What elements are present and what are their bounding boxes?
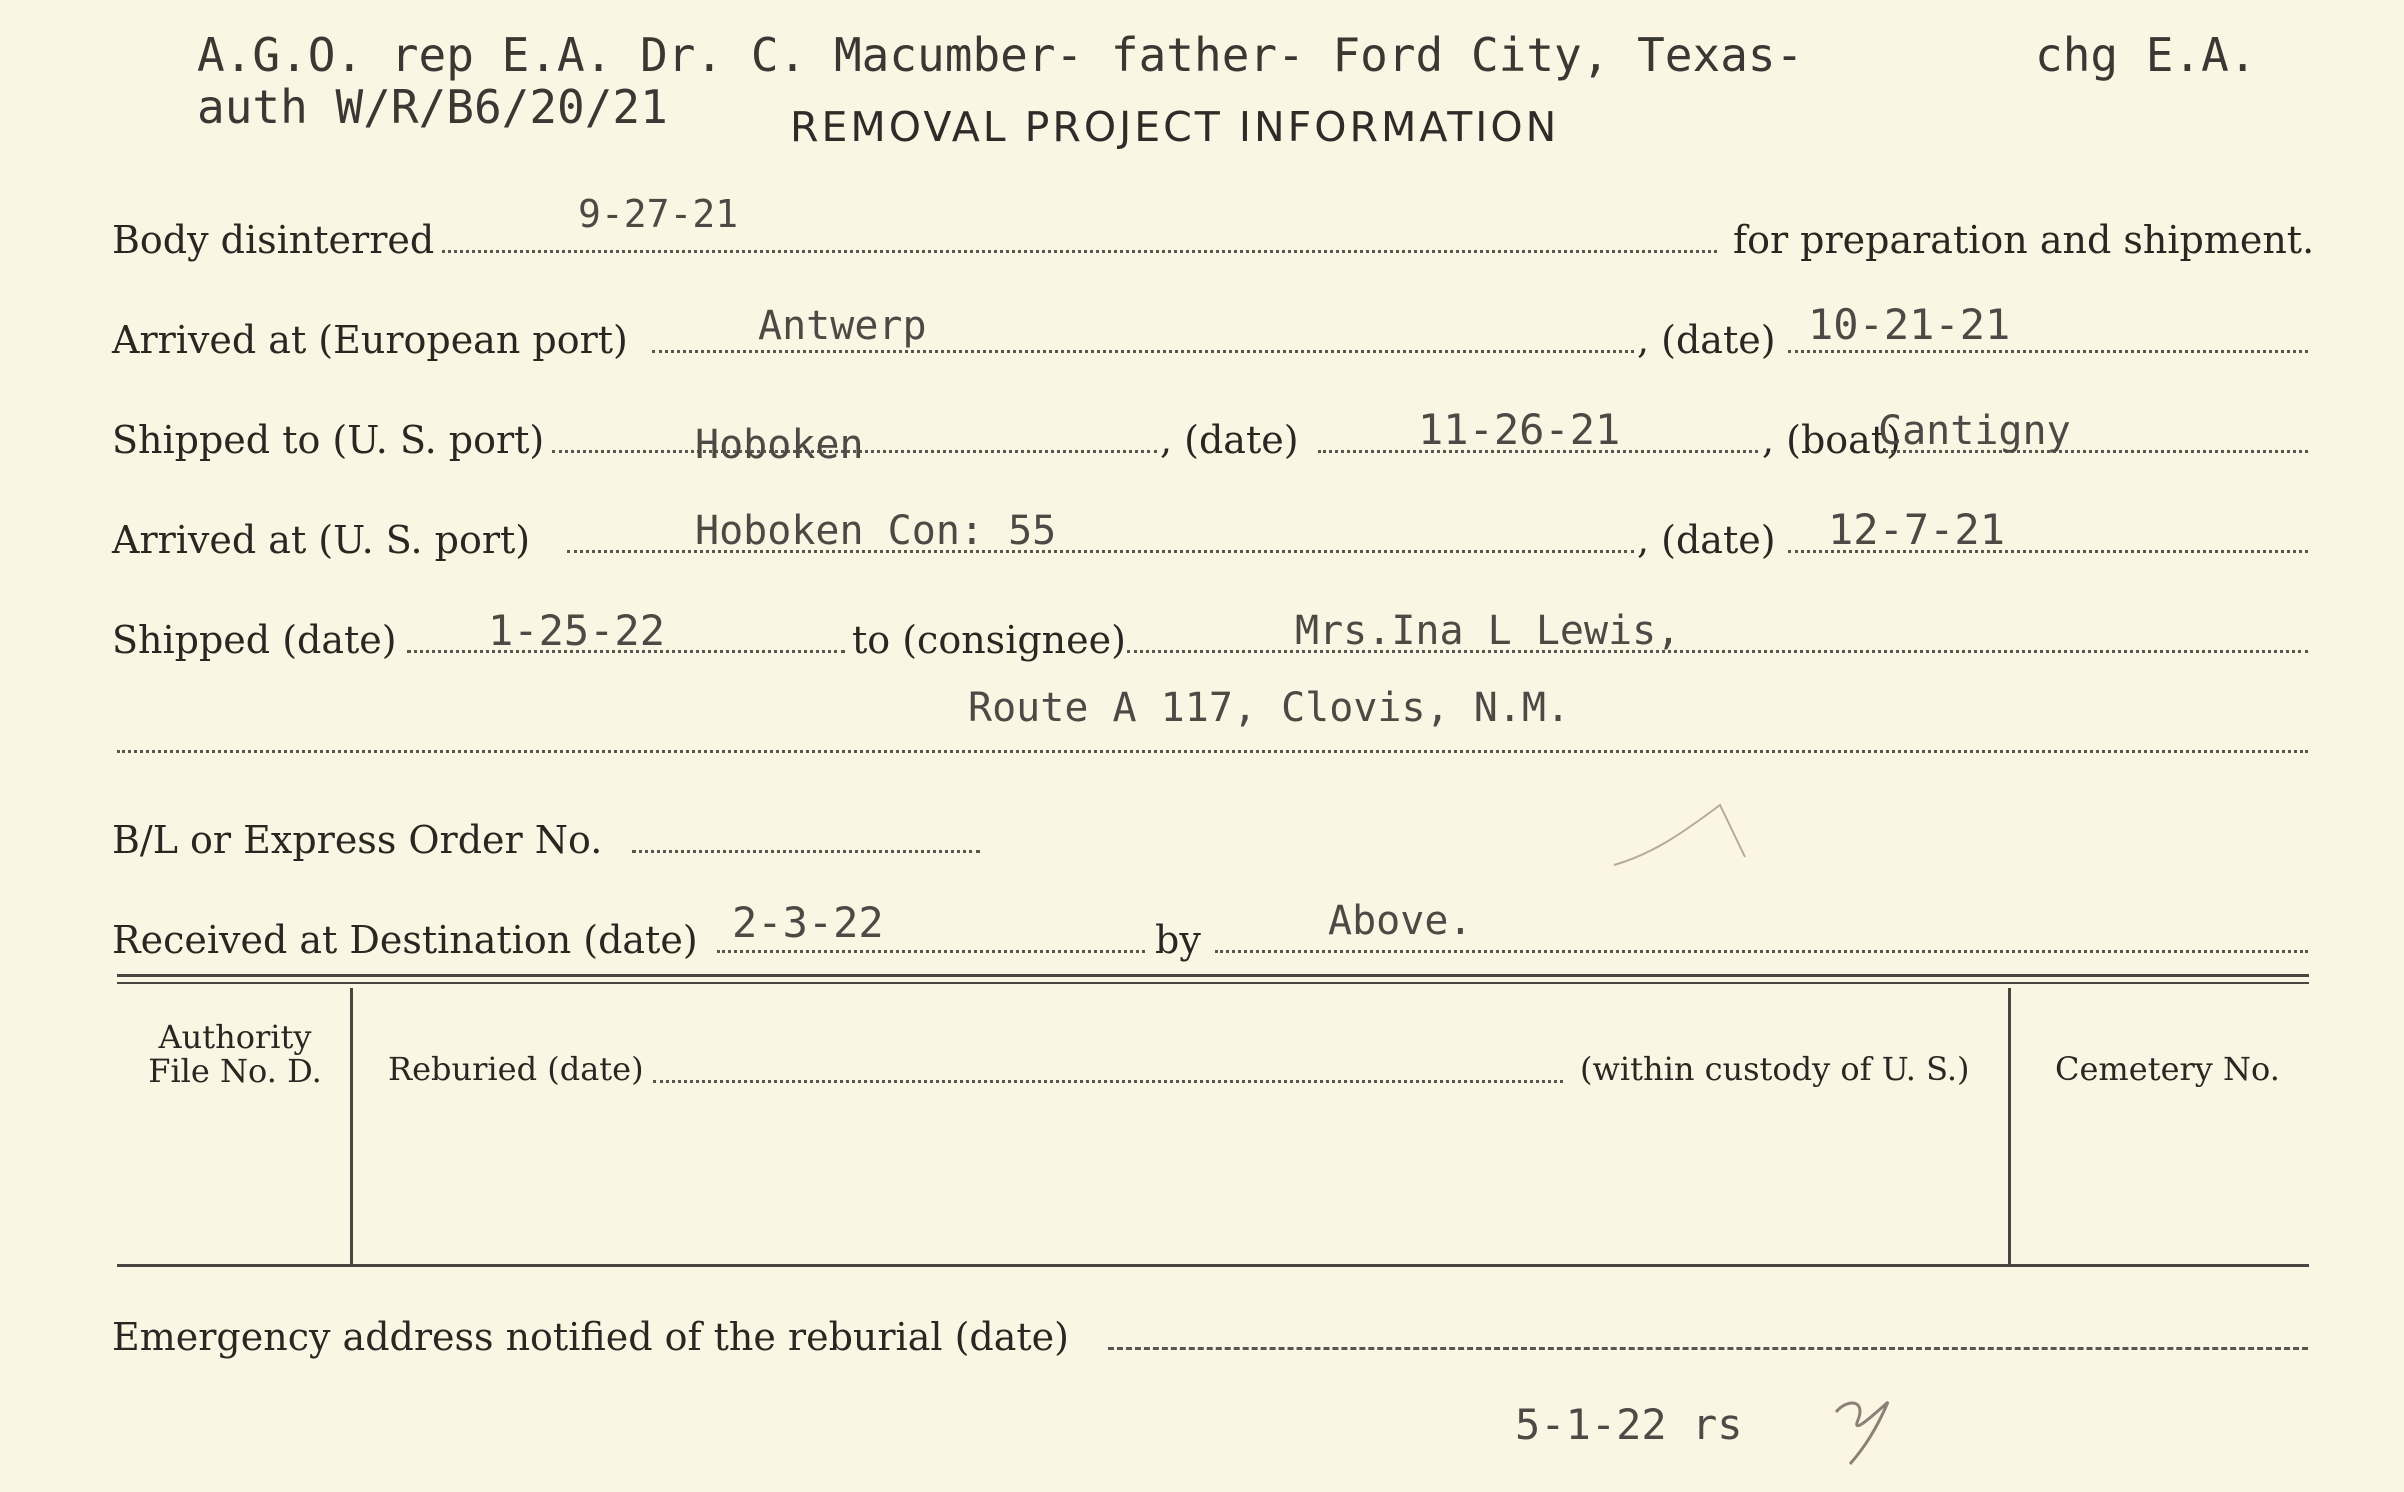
arrived-us-date-label: , (date) [1637,518,1776,562]
body-disinterred-suffix: for preparation and shipment. [1733,218,2315,262]
received-by: Above. [1328,898,1473,944]
arrived-european-line [652,350,1634,353]
shipped-us-label: Shipped to (U. S. port) [112,418,545,462]
handwritten-initials-icon [1828,1390,1898,1470]
consignee-address-line [117,750,2308,753]
received-by-label: by [1155,918,1201,962]
header-typed-line1-right: chg E.A. [2035,28,2257,82]
emergency-line [1108,1347,2308,1350]
consignee-address: Route A 117, Clovis, N.M. [968,685,1571,731]
box-divider-right [2008,988,2011,1264]
reburied-line [653,1080,1563,1083]
box-top-rule-1 [117,974,2309,977]
arrived-us-date: 12-7-21 [1828,505,2006,554]
arrived-european-date: 10-21-21 [1808,300,2011,349]
consignee-label: to (consignee) [852,618,1126,662]
shipped-date-label: Shipped (date) [112,618,397,662]
box-bottom-rule [117,1264,2309,1267]
shipped-us-boat-label: , (boat) [1762,418,1901,462]
box-divider-left [350,988,353,1264]
header-typed-line2: auth W/R/B6/20/21 [197,80,668,134]
shipped-us-port: Hoboken [695,422,864,468]
cemetery-label: Cemetery No. [2055,1050,2280,1088]
consignee-name: Mrs.Ina L Lewis, [1295,608,1681,654]
received-by-line [1215,950,2308,953]
shipped-date: 1-25-22 [488,606,666,655]
arrived-european-port: Antwerp [758,303,927,349]
bl-order-label: B/L or Express Order No. [112,818,603,862]
received-label: Received at Destination (date) [112,918,698,962]
received-date: 2-3-22 [732,898,884,947]
header-typed-line1: A.G.O. rep E.A. Dr. C. Macumber- father- Ford City, Texas- [197,28,1804,82]
arrived-us-label: Arrived at (U. S. port) [112,518,531,562]
arrived-european-date-line [1788,350,2308,353]
shipped-us-date-label: , (date) [1160,418,1299,462]
arrived-us-port: Hoboken Con: 55 [695,508,1057,554]
custody-label: (within custody of U. S.) [1580,1050,1970,1088]
body-disinterred-value: 9-27-21 [578,192,739,236]
shipped-us-date: 11-26-21 [1418,405,1621,454]
authority-label-line2: File No. D. [148,1052,322,1090]
pencil-check-mark-icon [1610,795,1760,885]
body-disinterred-label: Body disinterred [112,218,435,262]
received-date-line [717,950,1145,953]
arrived-european-label: Arrived at (European port) [112,318,628,362]
body-disinterred-line [442,250,1717,253]
arrived-european-date-label: , (date) [1637,318,1776,362]
shipped-us-boat: Cantigny [1878,408,2071,454]
box-top-rule-2 [117,982,2309,984]
reburied-label: Reburied (date) [388,1050,644,1088]
page-title: REMOVAL PROJECT INFORMATION [790,103,1560,151]
bl-order-line [632,850,980,853]
footer-stamp: 5-1-22 rs [1515,1400,1743,1449]
authority-label-line1: Authority [158,1018,312,1056]
emergency-label: Emergency address notified of the reburial (date) [112,1315,1069,1359]
